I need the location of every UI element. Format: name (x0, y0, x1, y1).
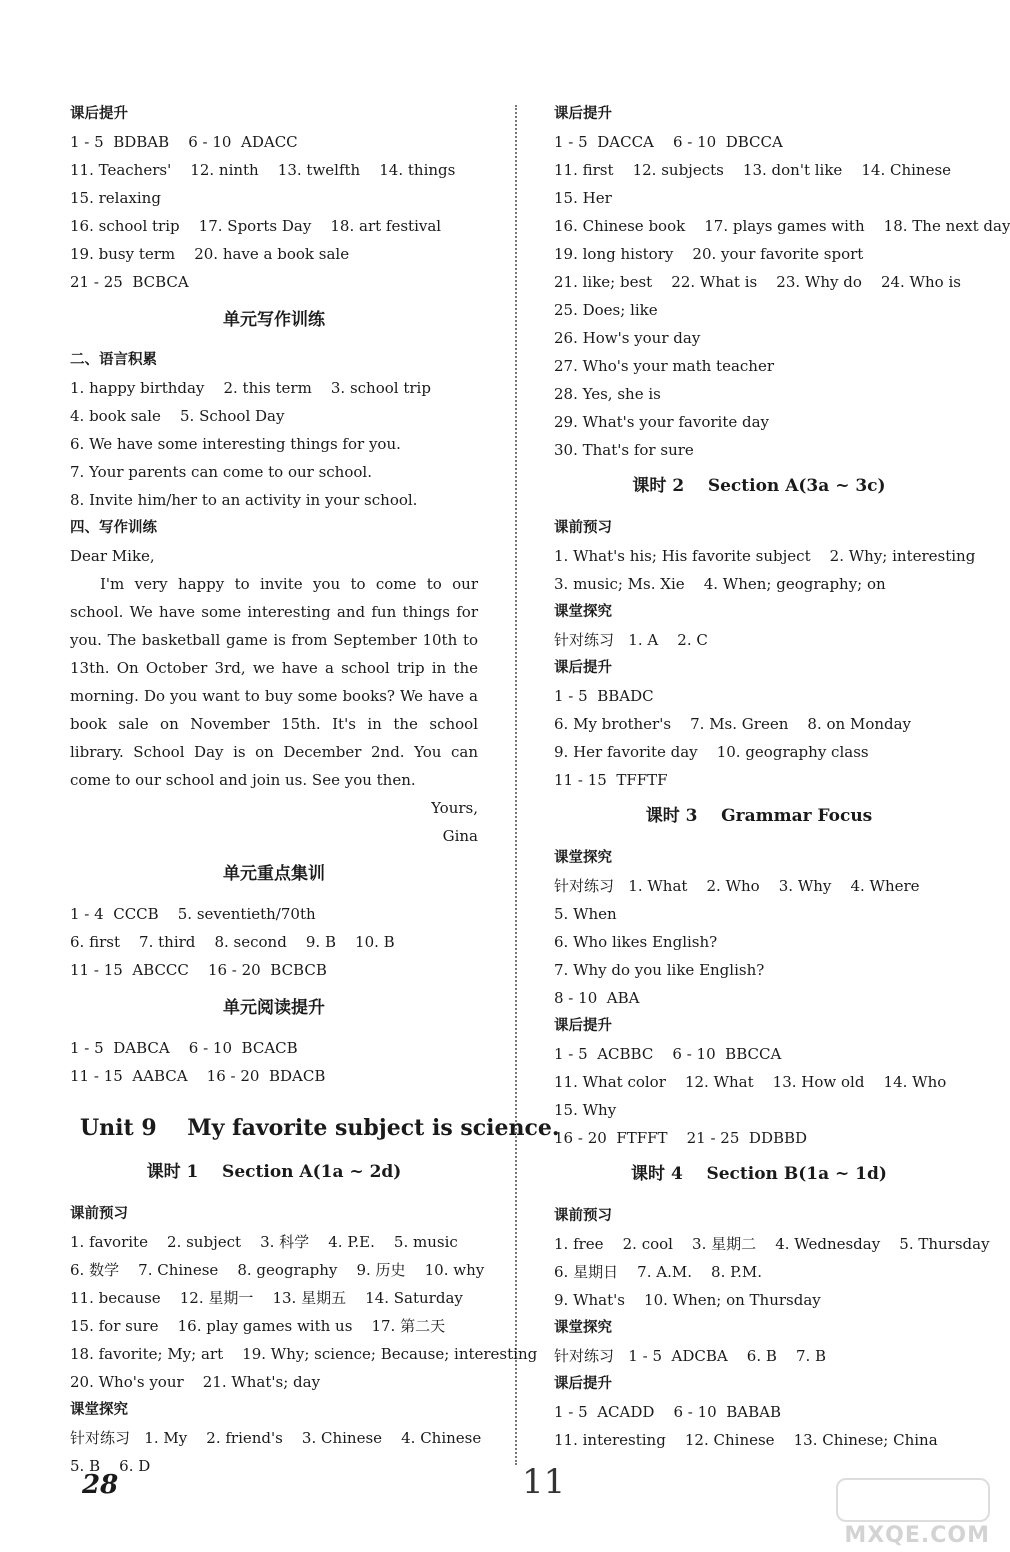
answer-line: 针对练习 1 - 5 ADCBA 6. B 7. B (554, 1347, 827, 1365)
answer-list (554, 682, 964, 794)
answer-line: 9. Her favorite day 10. geography class (554, 743, 869, 761)
answer-line: 1 - 5 BBADC (554, 687, 654, 705)
answer-list (554, 542, 976, 598)
section-label: 课堂探究 (554, 604, 612, 620)
answer-line: 26. How's your day (554, 329, 701, 347)
answer-line: 20. Who's your 21. What's; day (70, 1373, 321, 1391)
answer-line: 11. Teachers' 12. ninth 13. twelfth 14. things (70, 161, 456, 179)
answer-line: 11. interesting 12. Chinese 13. Chinese; China (554, 1431, 938, 1449)
section-label: 课堂探究 (554, 850, 612, 866)
section-label: 二、语言积累 (70, 352, 157, 368)
answer-list (554, 1398, 964, 1454)
answer-line: 6. My brother's 7. Ms. Green 8. on Monday (554, 715, 912, 733)
answer-list (554, 1342, 964, 1370)
answer-line: 1 - 4 CCCB 5. seventieth/70th (70, 905, 316, 923)
answer-line: 11. first 12. subjects 13. don't like 14. Chinese (554, 161, 952, 179)
section-heading: 单元写作训练 (223, 310, 325, 330)
answer-line: 1 - 5 DACCA 6 - 10 DBCCA (554, 133, 783, 151)
section-label: 课后提升 (554, 106, 612, 122)
answer-line: 30. That's for sure (554, 441, 694, 459)
lesson-title: 课时 1 Section A(1a ~ 2d) (146, 1162, 402, 1182)
answer-list (554, 1230, 990, 1314)
answer-list (70, 374, 478, 514)
answer-line: 27. Who's your math teacher (554, 357, 775, 375)
section-label: 课后提升 (70, 106, 128, 122)
answer-line: 18. favorite; My; art 19. Why; science; Because; interesting (70, 1345, 538, 1363)
section-label: 课后提升 (554, 660, 612, 676)
column-divider (515, 105, 517, 1465)
lesson-title: 课时 2 Section A(3a ~ 3c) (632, 476, 886, 496)
answer-line: 9. What's 10. When; on Thursday (554, 1291, 821, 1309)
answer-line: 6. Who likes English? (554, 933, 718, 951)
watermark-text: MXQE.COM (844, 1523, 990, 1548)
answer-line: 16. Chinese book 17. plays games with 18. The next day (554, 217, 1010, 235)
answer-list (554, 872, 964, 1012)
section-heading: 单元重点集训 (223, 864, 325, 884)
answer-line: 6. 星期日 7. A.M. 8. P.M. (554, 1263, 763, 1281)
section-label: 课前预习 (70, 1206, 128, 1222)
answer-line: 1. What's his; His favorite subject 2. Why; interesting (554, 547, 976, 565)
answer-line: 6. 数学 7. Chinese 8. geography 9. 历史 10. why (70, 1261, 485, 1279)
answer-list (70, 128, 478, 296)
answer-line: 15. for sure 16. play games with us 17. 第二天 (70, 1317, 446, 1335)
gutter-mark: 11 (522, 1462, 566, 1502)
answer-line: 8. Invite him/her to an activity in your school. (70, 491, 418, 509)
answer-line: 15. relaxing (70, 189, 161, 207)
answer-line: 28. Yes, she is (554, 385, 661, 403)
answer-line: 16. school trip 17. Sports Day 18. art festival (70, 217, 442, 235)
answer-line: 5. B 6. D (70, 1457, 151, 1475)
answer-line: 21 - 25 BCBCA (70, 273, 189, 291)
answer-line: 16 - 20 FTFFT 21 - 25 DDBBD (554, 1129, 808, 1147)
answer-line: 11 - 15 ABCCC 16 - 20 BCBCB (70, 961, 327, 979)
answer-line: 29. What's your favorite day (554, 413, 770, 431)
answer-line: 4. book sale 5. School Day (70, 407, 285, 425)
section-label: 四、写作训练 (70, 520, 157, 536)
section-label: 课堂探究 (70, 1402, 128, 1418)
answer-line: 6. first 7. third 8. second 9. B 10. B (70, 933, 395, 951)
letter-salutation: Dear Mike, (70, 547, 155, 565)
watermark (818, 1478, 994, 1548)
answer-line: 11. because 12. 星期一 13. 星期五 14. Saturday (70, 1289, 463, 1307)
answer-line: 25. Does; like (554, 301, 658, 319)
watermark-logo (836, 1478, 990, 1522)
answer-line: 针对练习 1. A 2. C (554, 631, 708, 649)
answer-line: 15. Why (554, 1101, 617, 1119)
answer-list (70, 900, 478, 984)
lesson-title: 课时 4 Section B(1a ~ 1d) (631, 1164, 887, 1184)
answer-line: 针对练习 1. My 2. friend's 3. Chinese 4. Chinese (70, 1429, 482, 1447)
answer-line: 1 - 5 BDBAB 6 - 10 ADACC (70, 133, 298, 151)
answer-line: 11. What color 12. What 13. How old 14. Who (554, 1073, 947, 1091)
left-column (70, 100, 560, 1480)
letter-body: I'm very happy to invite you to come to our school. We have some interesting and fun things for you. The basketball game is from September 10th to 13th. On October 3rd, we have a school trip in the morning. Do you want to buy some books? We have a book sale on November 15th. It's in the school library. School Day is on December 2nd. You can come to our school and join us. See you then. (70, 575, 478, 789)
answer-list (70, 1034, 478, 1090)
answer-list (554, 1040, 964, 1152)
answer-line: 11 - 15 TFFTF (554, 771, 668, 789)
section-label: 课后提升 (554, 1376, 612, 1392)
answer-line: 8 - 10 ABA (554, 989, 640, 1007)
letter-closing: Yours, (431, 799, 478, 817)
answer-line: 11 - 15 AABCA 16 - 20 BDACB (70, 1067, 326, 1085)
answer-list (70, 1228, 538, 1396)
answer-list (554, 626, 964, 654)
section-heading: 单元阅读提升 (223, 998, 325, 1018)
answer-line: 1. free 2. cool 3. 星期二 4. Wednesday 5. Thursday (554, 1235, 990, 1253)
answer-line: 针对练习 1. What 2. Who 3. Why 4. Where (554, 877, 920, 895)
answer-line: 3. music; Ms. Xie 4. When; geography; on (554, 575, 886, 593)
section-label: 课堂探究 (554, 1320, 612, 1336)
answer-line: 1. happy birthday 2. this term 3. school trip (70, 379, 431, 397)
answer-line: 1 - 5 DABCA 6 - 10 BCACB (70, 1039, 298, 1057)
answer-line: 1 - 5 ACBBC 6 - 10 BBCCA (554, 1045, 782, 1063)
right-column (554, 100, 1010, 1454)
answer-line: 21. like; best 22. What is 23. Why do 24. Who is (554, 273, 961, 291)
lesson-title: 课时 3 Grammar Focus (645, 806, 873, 826)
page-number: 28 (82, 1470, 119, 1500)
answer-list (70, 1424, 482, 1480)
answer-line: 1. favorite 2. subject 3. 科学 4. P.E. 5. music (70, 1233, 458, 1251)
answer-line: 19. long history 20. your favorite sport (554, 245, 864, 263)
section-label: 课前预习 (554, 520, 612, 536)
unit-title: Unit 9 My favorite subject is science. (80, 1115, 560, 1141)
answer-line: 7. Your parents can come to our school. (70, 463, 372, 481)
answer-line: 5. When (554, 905, 617, 923)
section-label: 课前预习 (554, 1208, 612, 1224)
section-label: 课后提升 (554, 1018, 612, 1034)
answer-line: 15. Her (554, 189, 612, 207)
answer-line: 7. Why do you like English? (554, 961, 765, 979)
letter-signature: Gina (442, 827, 478, 845)
answer-line: 1 - 5 ACADD 6 - 10 BABAB (554, 1403, 781, 1421)
answer-line: 6. We have some interesting things for you. (70, 435, 401, 453)
answer-line: 19. busy term 20. have a book sale (70, 245, 350, 263)
answer-list (554, 128, 1010, 464)
